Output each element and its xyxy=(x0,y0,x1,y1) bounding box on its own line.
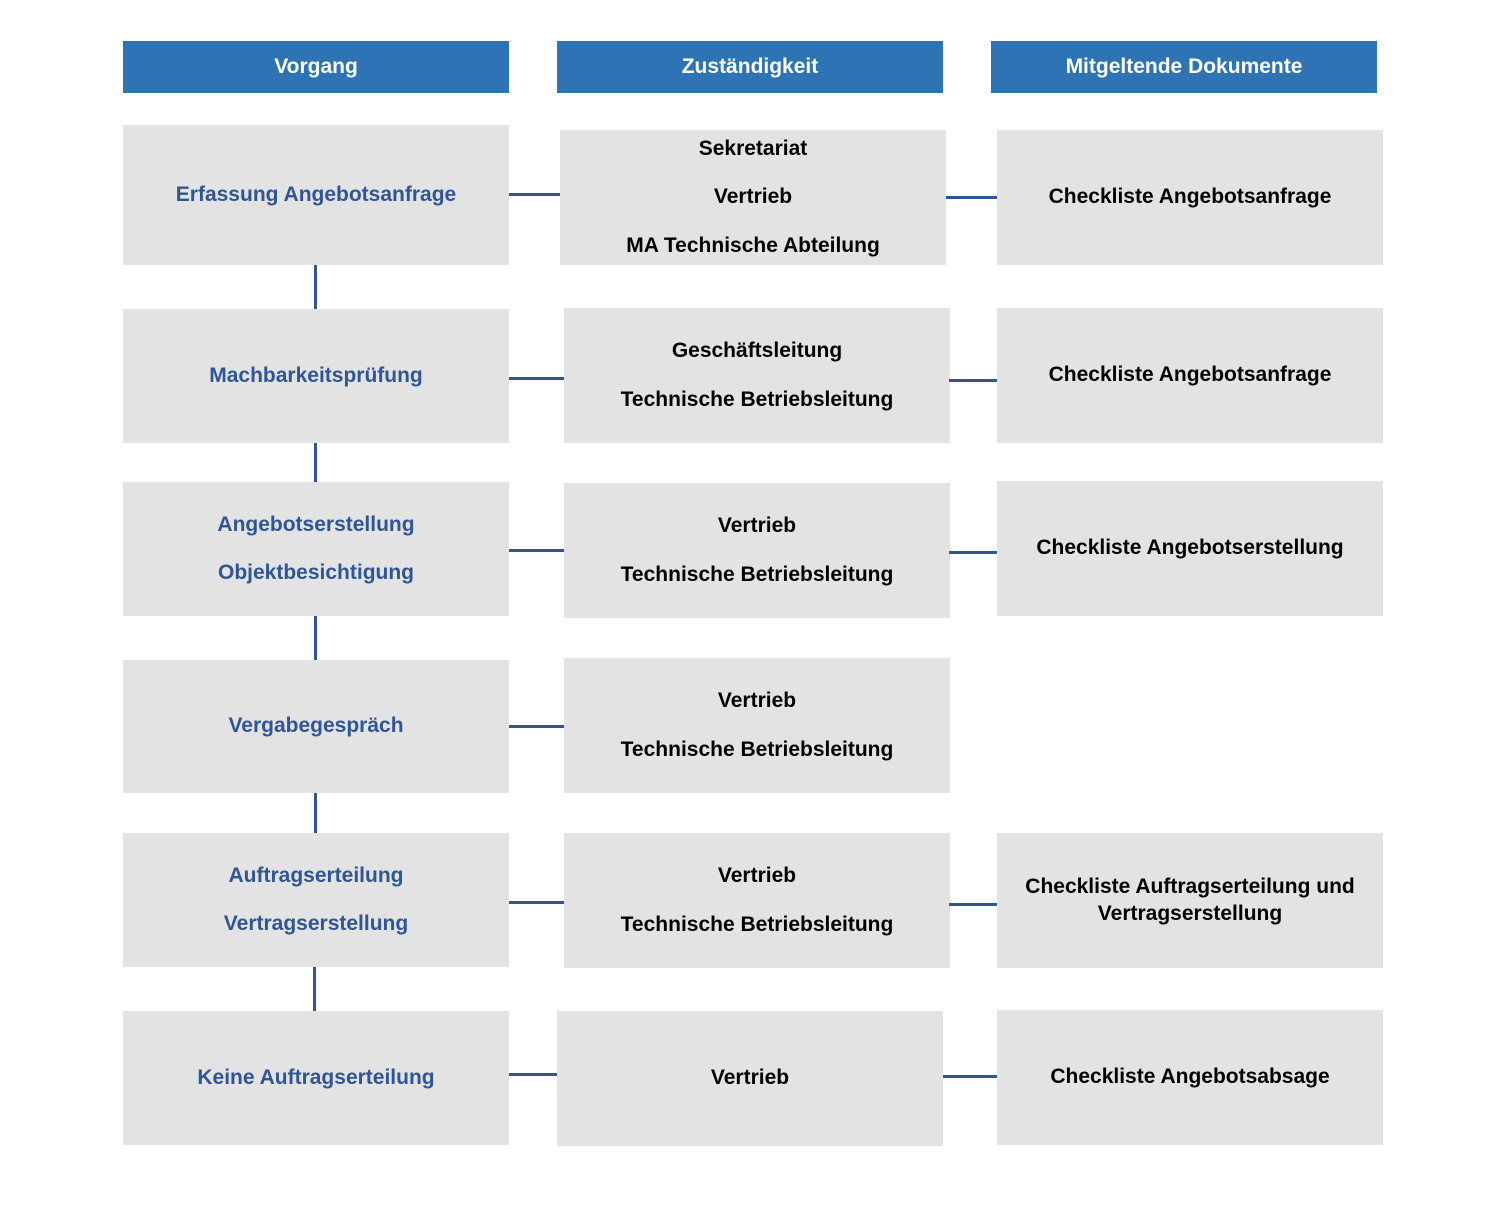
process-box-keine-auftragserteilung xyxy=(123,1011,509,1145)
document-box xyxy=(997,308,1383,443)
responsibility-label: MA Technische Abteilung xyxy=(626,233,880,257)
document-label: Checkliste Angebotsanfrage xyxy=(1048,185,1332,209)
connector-line xyxy=(509,1073,557,1076)
flow-connector xyxy=(314,265,317,309)
responsibility-label: Technische Betriebsleitung xyxy=(620,387,894,411)
process-box-vergabegespraech xyxy=(123,660,509,793)
flow-connector xyxy=(314,443,317,482)
process-label: Auftragserteilung xyxy=(228,863,404,887)
process-label: Erfassung Angebotsanfrage xyxy=(175,182,457,206)
flow-connector xyxy=(313,967,316,1011)
connector-line xyxy=(949,903,997,906)
connector-line xyxy=(509,549,564,552)
responsibility-box xyxy=(557,1011,943,1146)
connector-line xyxy=(949,379,997,382)
document-box xyxy=(997,130,1383,265)
process-label: Keine Auftragserteilung xyxy=(197,1065,435,1089)
connector-line xyxy=(509,901,564,904)
process-label: Vergabegespräch xyxy=(228,714,404,738)
connector-line xyxy=(509,725,564,728)
process-box-angebotserstellung xyxy=(123,482,509,616)
process-label: Angebotserstellung xyxy=(217,512,415,536)
process-box-machbarkeit xyxy=(123,309,509,443)
responsibility-label: Technische Betriebsleitung xyxy=(620,912,894,936)
header-documents: Mitgeltende Dokumente xyxy=(991,41,1377,93)
responsibility-label: Vertrieb xyxy=(717,864,797,888)
connector-line xyxy=(949,551,997,554)
connector-line xyxy=(509,377,564,380)
responsibility-label: Technische Betriebsleitung xyxy=(620,562,894,586)
responsibility-label: Geschäftsleitung xyxy=(671,339,843,363)
document-label: Checkliste Auftragserteilung und Vertragserstellung xyxy=(1025,875,1355,925)
responsibility-label: Vertrieb xyxy=(717,689,797,713)
document-box xyxy=(997,481,1383,616)
document-box xyxy=(997,1010,1383,1145)
responsibility-label: Technische Betriebsleitung xyxy=(620,737,894,761)
responsibility-box xyxy=(564,658,950,793)
responsibility-label: Sekretariat xyxy=(698,137,808,161)
responsibility-label: Vertrieb xyxy=(713,185,793,209)
header-responsibility: Zuständigkeit xyxy=(557,41,943,93)
responsibility-box xyxy=(560,130,946,265)
responsibility-box xyxy=(564,483,950,618)
responsibility-box xyxy=(564,833,950,968)
document-box xyxy=(997,833,1383,968)
responsibility-box xyxy=(564,308,950,443)
header-process: Vorgang xyxy=(123,41,509,93)
connector-line xyxy=(509,193,560,196)
connector-line xyxy=(946,196,997,199)
process-box-erfassung xyxy=(123,125,509,265)
process-label: Vertragserstellung xyxy=(223,912,409,935)
process-label: Objektbesichtigung xyxy=(217,561,414,584)
process-box-auftragserteilung xyxy=(123,833,509,967)
process-label: Machbarkeitsprüfung xyxy=(209,363,423,387)
responsibility-label: Vertrieb xyxy=(710,1066,790,1090)
responsibility-label: Vertrieb xyxy=(717,514,797,538)
document-label: Checkliste Angebotsanfrage xyxy=(1048,363,1332,387)
flow-connector xyxy=(314,616,317,660)
document-label: Checkliste Angebotsabsage xyxy=(1050,1065,1330,1089)
document-label: Checkliste Angebotserstellung xyxy=(1036,536,1344,560)
flow-connector xyxy=(314,793,317,833)
connector-line xyxy=(943,1075,997,1078)
